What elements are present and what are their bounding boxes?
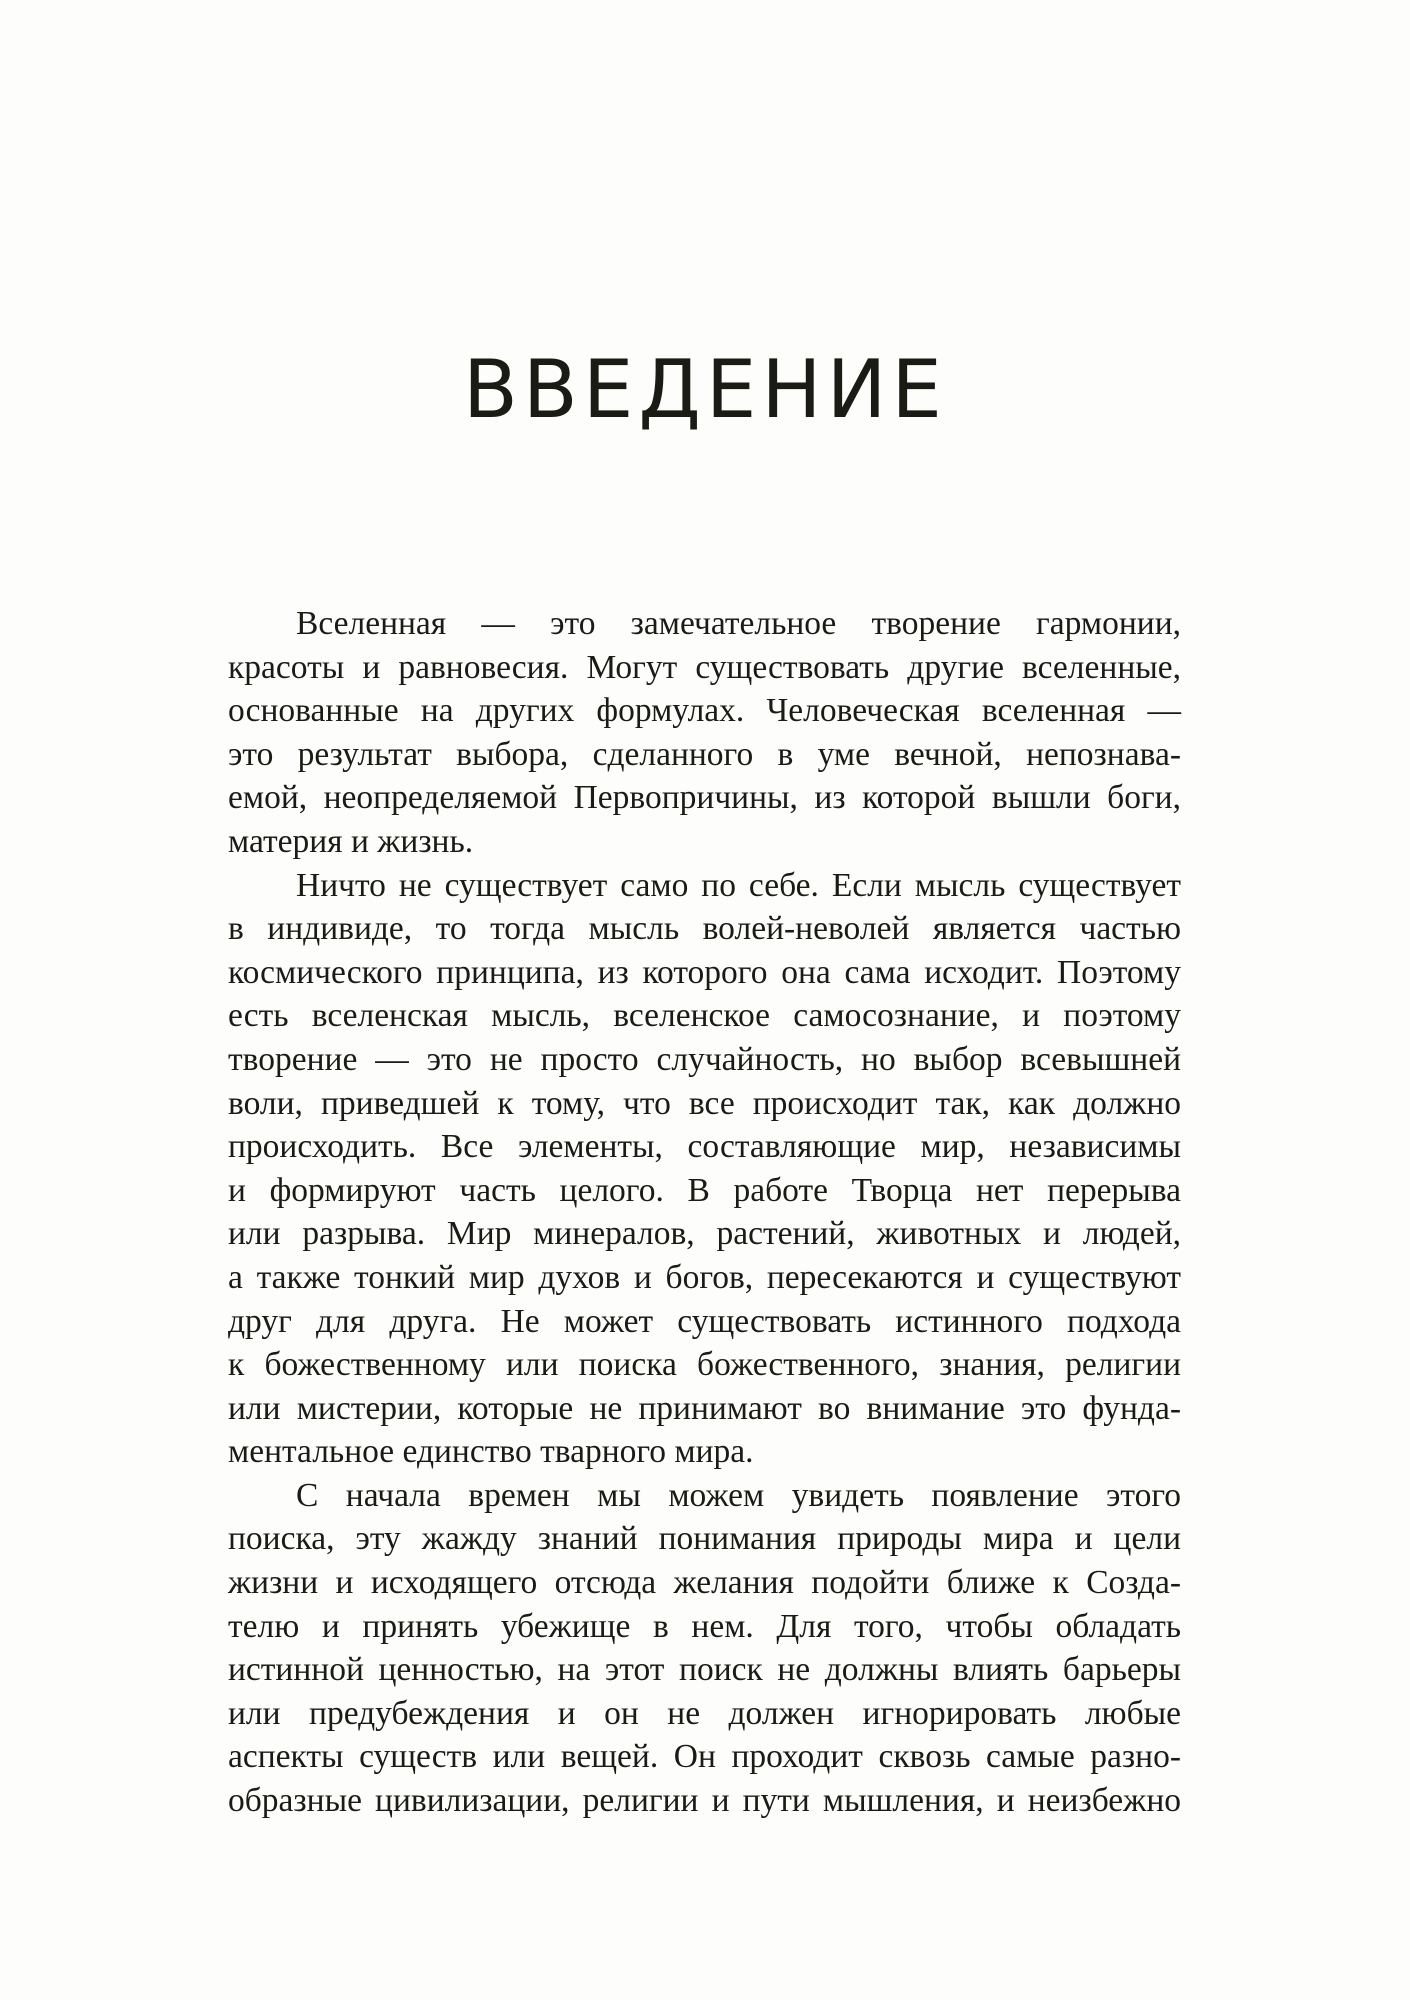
text-line: истинной ценностью, на этот поиск не должны влиять барьеры [228,1651,1181,1689]
text-line: а также тонкий мир духов и богов, пересекаются и существуют [228,1258,1181,1296]
text-line: к божественному или поиска божественного, знания, религии [228,1346,1181,1384]
text-line: это результат выбора, сделанного в уме вечной, непознава- [228,735,1181,773]
text-line: емой, неопределяемой Первопричины, из которой вышли боги, [228,779,1181,817]
text-line: С начала времен мы можем увидеть появление этого [296,1476,1181,1514]
text-line: космического принципа, из которого она сама исходит. Поэтому [228,953,1181,991]
text-line: образные цивилизации, религии и пути мышления, и неизбежно [228,1782,1181,1820]
text-line: основанные на других формулах. Человеческая вселенная — [228,692,1181,730]
text-line: материя и жизнь. [228,822,474,860]
text-line: в индивиде, то тогда мысль волей-неволей является частью [228,910,1181,948]
text-line: телю и принять убежище в нем. Для того, чтобы обладать [228,1607,1181,1645]
paragraph [228,864,1181,1474]
text-line: происходить. Все элементы, составляющие мир, независимы [228,1128,1181,1166]
text-line: Ничто не существует само по себе. Если мысль существует [296,866,1181,904]
text-line: красоты и равновесия. Могут существовать другие вселенные, [228,648,1181,686]
text-line: и формируют часть целого. В работе Творца нет перерыва [228,1171,1181,1209]
body-text [228,602,1181,1823]
text-line: творение — это не просто случайность, но выбор всевышней [228,1040,1181,1078]
text-line: друг для друга. Не может существовать истинного подхода [228,1302,1181,1340]
text-line: поиска, эту жажду знаний понимания природы мира и цели [228,1520,1181,1558]
paragraph [228,602,1181,864]
text-line: жизни и исходящего отсюда желания подойти ближе к Созда- [228,1564,1181,1602]
text-line: или мистерии, которые не принимают во внимание это фунда- [228,1389,1181,1427]
text-line: аспекты существ или вещей. Он проходит сквозь самые разно- [228,1738,1181,1776]
text-line: ментальное единство тварного мира. [228,1433,754,1471]
text-line: есть вселенская мысль, вселенское самосознание, и поэтому [228,997,1181,1035]
paragraph [228,1474,1181,1823]
chapter-title: ВВЕДЕНИЕ [463,343,947,436]
text-line: или предубеждения и он не должен игнорировать любые [228,1694,1181,1732]
text-line: или разрыва. Мир минералов, растений, животных и людей, [228,1215,1181,1253]
text-line: воли, приведшей к тому, что все происходит так, как должно [228,1084,1181,1122]
text-line: Вселенная — это замечательное творение гармонии, [296,605,1181,642]
